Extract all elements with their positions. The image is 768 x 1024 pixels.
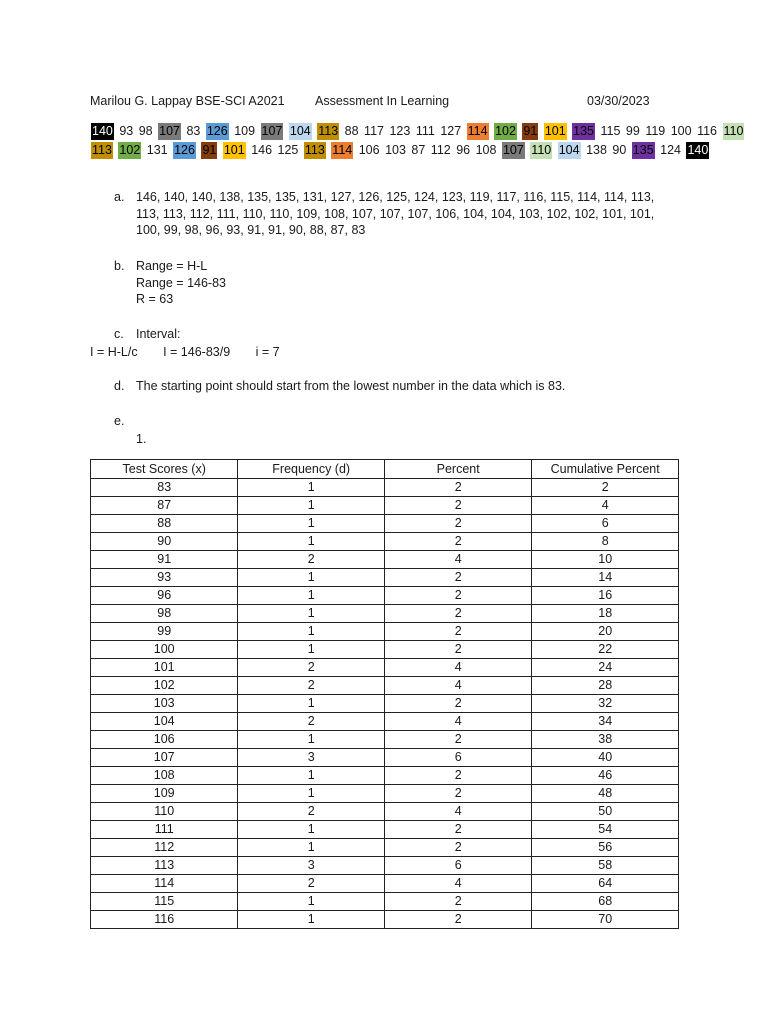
table-cell: 2 <box>238 551 385 569</box>
table-cell: 38 <box>532 731 679 749</box>
table-cell: 106 <box>91 731 238 749</box>
document-date: 03/30/2023 <box>587 94 650 108</box>
table-cell: 2 <box>384 821 531 839</box>
document-header <box>90 94 660 112</box>
section-label: c. <box>114 327 124 341</box>
table-cell: 2 <box>384 695 531 713</box>
table-cell: 16 <box>532 587 679 605</box>
score: 125 <box>277 143 299 157</box>
table-cell: 8 <box>532 533 679 551</box>
table-cell: 1 <box>238 695 385 713</box>
highlighted-score: 91 <box>202 143 217 157</box>
course-title: Assessment In Learning <box>315 94 450 108</box>
section-label: b. <box>114 259 125 273</box>
table-cell: 108 <box>91 767 238 785</box>
table-row <box>91 677 679 695</box>
table-cell: 2 <box>238 677 385 695</box>
table-row <box>91 695 679 713</box>
table-row <box>91 839 679 857</box>
score: 99 <box>625 124 640 138</box>
interval-title: Interval: <box>136 327 181 341</box>
table-cell: 6 <box>384 749 531 767</box>
table-row <box>91 497 679 515</box>
table-cell: 1 <box>238 569 385 587</box>
highlighted-score: 126 <box>206 124 228 138</box>
table-cell: 1 <box>238 839 385 857</box>
table-cell: 4 <box>384 803 531 821</box>
table-cell: 87 <box>91 497 238 515</box>
table-cell: 99 <box>91 623 238 641</box>
table-cell: 2 <box>532 479 679 497</box>
table-cell: 46 <box>532 767 679 785</box>
highlighted-score: 107 <box>159 124 180 138</box>
table-cell: 1 <box>238 821 385 839</box>
table-body <box>91 479 679 929</box>
table-cell: 1 <box>238 767 385 785</box>
range-line: Range = 146-83 <box>136 275 227 290</box>
table-cell: 90 <box>91 533 238 551</box>
score: 111 <box>415 124 435 138</box>
score: 117 <box>364 124 384 138</box>
highlighted-score: 113 <box>92 143 112 157</box>
score: 127 <box>440 124 462 138</box>
table-row <box>91 641 679 659</box>
table-row <box>91 767 679 785</box>
column-header: Frequency (d) <box>238 460 385 479</box>
table-cell: 64 <box>532 875 679 893</box>
table-row <box>91 713 679 731</box>
table-cell: 56 <box>532 839 679 857</box>
table-row <box>91 605 679 623</box>
table-cell: 4 <box>384 713 531 731</box>
table-cell: 1 <box>238 893 385 911</box>
score: 93 <box>119 124 134 138</box>
table-cell: 116 <box>91 911 238 929</box>
table-cell: 48 <box>532 785 679 803</box>
table-row <box>91 749 679 767</box>
score: 98 <box>138 124 153 138</box>
table-cell: 104 <box>91 713 238 731</box>
highlighted-score: 135 <box>573 124 595 138</box>
highlighted-score: 140 <box>92 124 113 138</box>
section-label: d. <box>114 379 125 393</box>
table-cell: 58 <box>532 857 679 875</box>
table-cell: 2 <box>384 515 531 533</box>
table-cell: 28 <box>532 677 679 695</box>
table-cell: 115 <box>91 893 238 911</box>
table-cell: 2 <box>384 731 531 749</box>
range-line: R = 63 <box>136 292 174 306</box>
highlighted-score: 126 <box>174 143 195 157</box>
table-cell: 4 <box>384 551 531 569</box>
table-cell: 1 <box>238 785 385 803</box>
table-cell: 4 <box>384 677 531 695</box>
table-cell: 50 <box>532 803 679 821</box>
score: 116 <box>697 124 718 138</box>
table-cell: 1 <box>238 479 385 497</box>
table-cell: 6 <box>532 515 679 533</box>
table-cell: 2 <box>238 875 385 893</box>
table-cell: 83 <box>91 479 238 497</box>
table-cell: 40 <box>532 749 679 767</box>
table-cell: 2 <box>384 785 531 803</box>
table-row <box>91 911 679 929</box>
table-cell: 6 <box>384 857 531 875</box>
table-cell: 96 <box>91 587 238 605</box>
section-label: e. <box>114 414 125 428</box>
table-cell: 110 <box>91 803 238 821</box>
table-row <box>91 551 679 569</box>
table-row <box>91 893 679 911</box>
table-cell: 1 <box>238 605 385 623</box>
table-cell: 98 <box>91 605 238 623</box>
score: 123 <box>389 124 411 138</box>
table-row <box>91 857 679 875</box>
table-cell: 2 <box>238 803 385 821</box>
table-cell: 4 <box>384 659 531 677</box>
table-cell: 3 <box>238 857 385 875</box>
table-cell: 14 <box>532 569 679 587</box>
range-computation <box>136 258 676 308</box>
table-cell: 2 <box>384 605 531 623</box>
table-row <box>91 875 679 893</box>
student-name: Marilou G. Lappay BSE-SCI A2021 <box>90 94 285 108</box>
table-cell: 2 <box>384 767 531 785</box>
table-cell: 112 <box>91 839 238 857</box>
table-row <box>91 569 679 587</box>
table-row <box>91 587 679 605</box>
interval-part: I = H-L/c <box>90 345 138 359</box>
table-cell: 88 <box>91 515 238 533</box>
highlighted-score: 104 <box>289 124 311 138</box>
column-header: Percent <box>384 460 531 479</box>
highlighted-score: 107 <box>261 124 283 138</box>
table-row <box>91 731 679 749</box>
table-cell: 2 <box>384 569 531 587</box>
table-cell: 103 <box>91 695 238 713</box>
table-row <box>91 785 679 803</box>
interval-part: I = 146-83/9 <box>163 345 231 359</box>
table-cell: 2 <box>384 623 531 641</box>
section-label: a. <box>114 190 125 204</box>
table-cell: 10 <box>532 551 679 569</box>
table-row <box>91 533 679 551</box>
raw-data-line-2 <box>90 141 709 159</box>
table-cell: 18 <box>532 605 679 623</box>
table-header-row <box>91 460 679 479</box>
table-cell: 1 <box>238 515 385 533</box>
table-cell: 107 <box>91 749 238 767</box>
range-line: Range = H-L <box>136 259 208 273</box>
table-cell: 1 <box>238 623 385 641</box>
highlighted-score: 110 <box>723 124 744 138</box>
table-cell: 2 <box>384 839 531 857</box>
highlighted-score: 135 <box>632 143 654 157</box>
score: 109 <box>234 124 256 138</box>
table-cell: 2 <box>384 497 531 515</box>
highlighted-score: 107 <box>502 143 524 157</box>
table-cell: 91 <box>91 551 238 569</box>
score: 108 <box>475 143 497 157</box>
column-header: Cumulative Percent <box>532 460 679 479</box>
column-header: Test Scores (x) <box>91 460 238 479</box>
table-cell: 70 <box>532 911 679 929</box>
highlighted-score: 113 <box>304 143 325 157</box>
score: 112 <box>430 143 451 157</box>
table-cell: 109 <box>91 785 238 803</box>
score: 83 <box>186 124 201 138</box>
interval-computation <box>90 344 302 361</box>
highlighted-score: 102 <box>119 143 141 157</box>
table-row <box>91 821 679 839</box>
table-cell: 34 <box>532 713 679 731</box>
table-row <box>91 803 679 821</box>
table-cell: 24 <box>532 659 679 677</box>
table-cell: 2 <box>384 641 531 659</box>
interval-part: i = 7 <box>255 345 280 359</box>
table-cell: 1 <box>238 731 385 749</box>
subsection-number: 1. <box>136 432 147 446</box>
score: 90 <box>612 143 627 157</box>
score: 88 <box>344 124 359 138</box>
table-cell: 2 <box>384 893 531 911</box>
highlighted-score: 113 <box>318 124 339 138</box>
highlighted-score: 104 <box>558 143 580 157</box>
highlighted-score: 114 <box>467 124 488 138</box>
table-cell: 1 <box>238 497 385 515</box>
highlighted-score: 140 <box>687 143 709 157</box>
table-cell: 1 <box>238 533 385 551</box>
sorted-scores-text: 146, 140, 140, 138, 135, 135, 131, 127, 126, 125, 124, 123, 119, 117, 116, 115, 114, 114, 113, 113, 113, 112, 111, 110, 110, 109, 108, 107, 107, 107, 106, 104, 104, 103, 102, 102, 101, 101, 100, 99, 98, 96, 93, 91, 91, 90, 88, 87, 83 <box>136 190 655 237</box>
score: 146 <box>251 143 273 157</box>
score: 100 <box>670 124 692 138</box>
table-cell: 2 <box>238 659 385 677</box>
frequency-table <box>90 459 679 929</box>
table-cell: 20 <box>532 623 679 641</box>
table-cell: 68 <box>532 893 679 911</box>
table-cell: 1 <box>238 587 385 605</box>
table-row <box>91 515 679 533</box>
table-cell: 2 <box>238 713 385 731</box>
table-cell: 2 <box>384 533 531 551</box>
table-cell: 54 <box>532 821 679 839</box>
table-cell: 114 <box>91 875 238 893</box>
table-cell: 111 <box>91 821 238 839</box>
table-cell: 1 <box>238 641 385 659</box>
starting-point-text: The starting point should start from the lowest number in the data which is 83. <box>136 379 566 393</box>
table-cell: 22 <box>532 641 679 659</box>
score: 138 <box>586 143 607 157</box>
table-cell: 32 <box>532 695 679 713</box>
highlighted-score: 110 <box>531 143 552 157</box>
table-row <box>91 659 679 677</box>
table-cell: 2 <box>384 587 531 605</box>
raw-data-line-1 <box>90 122 744 140</box>
score: 87 <box>411 143 426 157</box>
table-cell: 100 <box>91 641 238 659</box>
score: 119 <box>645 124 666 138</box>
score: 103 <box>385 143 406 157</box>
table-cell: 101 <box>91 659 238 677</box>
table-row <box>91 479 679 497</box>
highlighted-score: 114 <box>332 143 353 157</box>
table-cell: 4 <box>384 875 531 893</box>
highlighted-score: 101 <box>544 124 566 138</box>
table-cell: 3 <box>238 749 385 767</box>
table-cell: 113 <box>91 857 238 875</box>
table-cell: 2 <box>384 479 531 497</box>
highlighted-score: 101 <box>223 143 245 157</box>
table-row <box>91 623 679 641</box>
score: 106 <box>358 143 380 157</box>
table-cell: 102 <box>91 677 238 695</box>
table-cell: 1 <box>238 911 385 929</box>
table-cell: 4 <box>532 497 679 515</box>
score: 96 <box>456 143 471 157</box>
table-cell: 93 <box>91 569 238 587</box>
score: 131 <box>146 143 168 157</box>
score: 115 <box>600 124 621 138</box>
highlighted-score: 91 <box>523 124 538 138</box>
highlighted-score: 102 <box>495 124 516 138</box>
table-cell: 2 <box>384 911 531 929</box>
score: 124 <box>660 143 681 157</box>
